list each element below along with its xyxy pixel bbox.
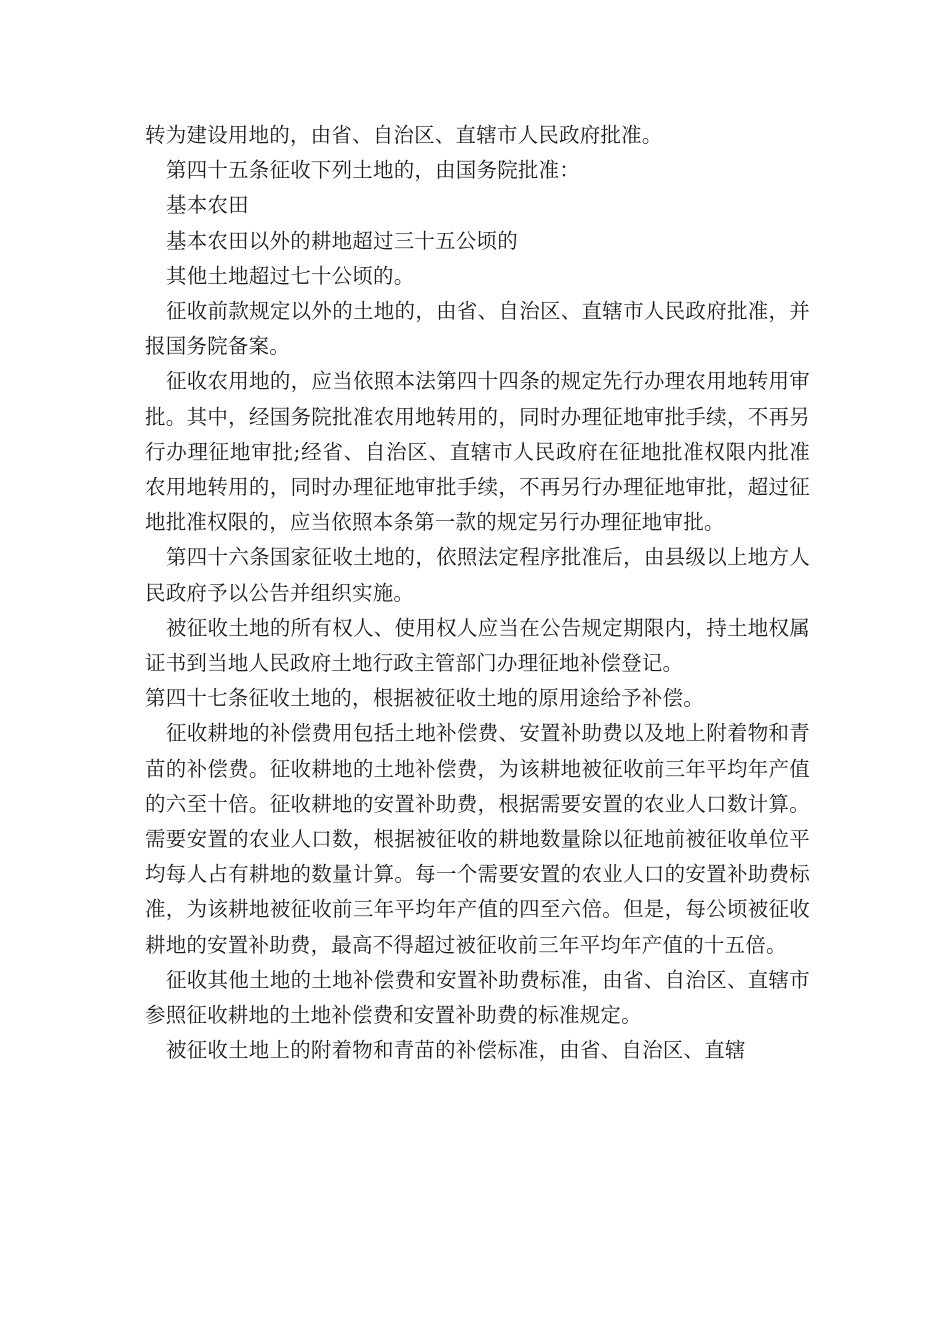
paragraph-farmland-conversion: 征收农用地的，应当依照本法第四十四条的规定先行办理农用地转用审批。其中，经国务院批准农用地转用的，同时办理征地审批手续，不再另行办理征地审批;经省、自治区、直辖市人民政府在征地批准权限内批准农用地转用的，同时办理征地审批手续，不再另行办理征地审批，超过征地批准权限的，应当依照本条第一款的规定另行办理征地审批。	[145, 369, 810, 535]
list-item-other-land: 其他土地超过七十公顷的。	[166, 263, 415, 288]
paragraph-provincial-approval: 征收前款规定以外的土地的，由省、自治区、直辖市人民政府批准，并报国务院备案。	[145, 299, 810, 359]
article-46-paragraph: 第四十六条国家征收土地的，依照法定程序批准后，由县级以上地方人民政府予以公告并组织实施。	[145, 545, 810, 605]
paragraph-1: 转为建设用地的，由省、自治区、直辖市人民政府批准。	[145, 123, 663, 147]
list-item-other-farmland: 基本农田以外的耕地超过三十五公顷的	[166, 228, 518, 253]
paragraph-attachments-compensation: 被征收土地上的附着物和青苗的补偿标准，由省、自治区、直辖	[166, 1038, 746, 1063]
list-item-basic-farmland: 基本农田	[166, 193, 249, 218]
article-47-paragraph: 第四十七条征收土地的，根据被征收土地的原用途给予补偿。	[145, 686, 704, 711]
paragraph-compensation-registration: 被征收土地的所有权人、使用权人应当在公告规定期限内，持土地权属证书到当地人民政府土地行政主管部门办理征地补偿登记。	[145, 615, 810, 676]
document-body	[145, 118, 810, 1068]
paragraph-compensation-costs: 征收耕地的补偿费用包括土地补偿费、安置补助费以及地上附着物和青苗的补偿费。征收耕地的土地补偿费，为该耕地被征收前三年平均年产值的六至十倍。征收耕地的安置补助费，根据需要安置的农业人口数计算。需要安置的农业人口数，根据被征收的耕地数量除以征地前被征收单位平均每人占有耕地的数量计算。每一个需要安置的农业人口的安置补助费标准，为该耕地被征收前三年平均年产值的四至六倍。但是，每公顷被征收耕地的安置补助费，最高不得超过被征收前三年平均年产值的十五倍。	[145, 721, 810, 957]
paragraph-other-land-compensation: 征收其他土地的土地补偿费和安置补助费标准，由省、自治区、直辖市参照征收耕地的土地补偿费和安置补助费的标准规定。	[145, 967, 810, 1028]
article-45-heading: 第四十五条征收下列土地的，由国务院批准：	[166, 158, 580, 183]
